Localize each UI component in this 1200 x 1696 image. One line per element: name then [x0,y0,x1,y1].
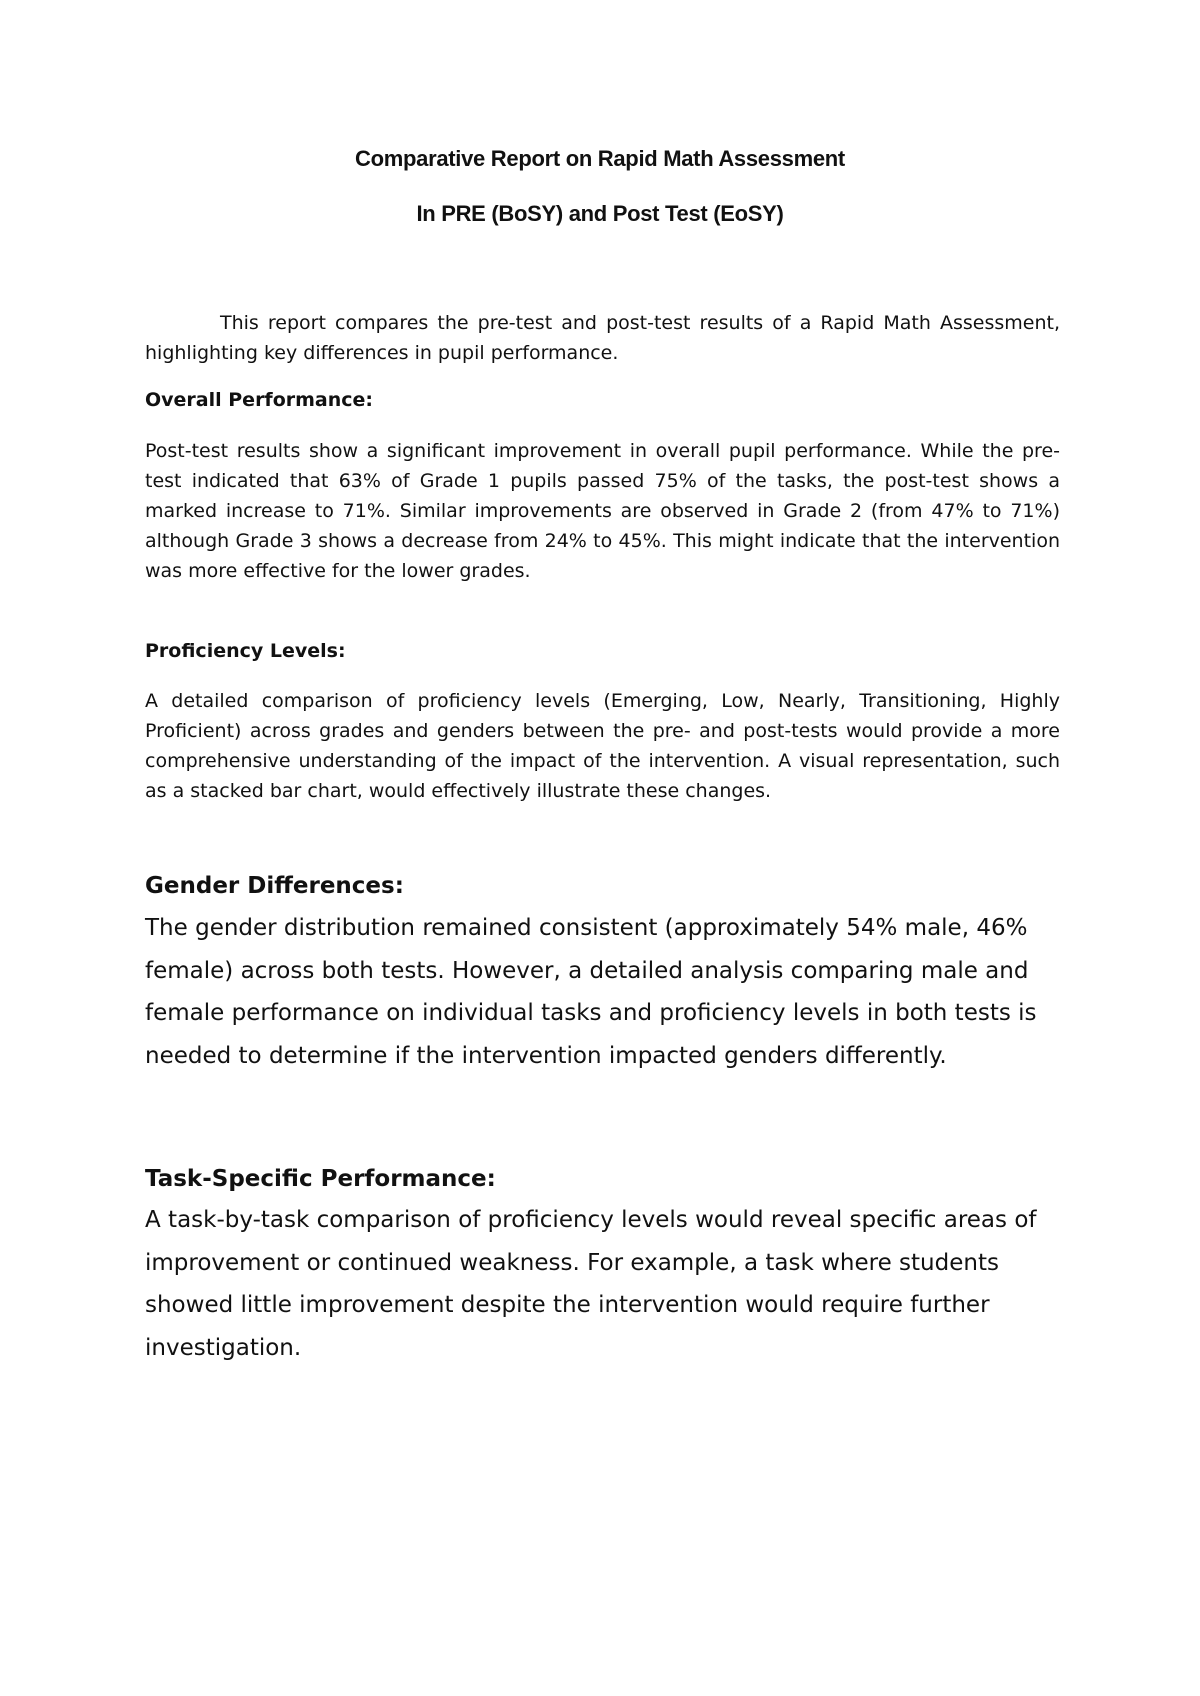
section-heading-proficiency-levels: Proficiency Levels: [145,640,346,662]
section-body-overall-performance: Post-test results show a significant improvement in overall pupil performance. While the pre-test indicated that 63% of Grade 1 pupils passed 75% of the tasks, the post-test shows a marked increase to 71%. Similar improvements are observed in Grade 2 (from 47% to 71%) although Grade 3 shows a decrease from 24% to 45%. This might indicate that the intervention was more effective for the lower grades. [145,440,1060,582]
section-heading-task-specific-performance: Task-Specific Performance: [145,1166,496,1192]
section-body-proficiency-levels: A detailed comparison of proficiency levels (Emerging, Low, Nearly, Transitioning, Highly Proficient) across grades and genders between the pre- and post-tests would provide a more comprehensive understanding of the impact of the intervention. A visual representation, such as a stacked bar chart, would effectively illustrate these changes. [145,690,1060,802]
document-subtitle: In PRE (BoSY) and Post Test (EoSY) [416,201,784,226]
section-body-task-specific-performance: A task-by-task comparison of proficiency levels would reveal specific areas of improvement or continued weakness. For example, a task where students showed little improvement despite the intervention would require further investigation. [145,1207,1037,1361]
section-heading-gender-differences: Gender Differences: [145,873,404,899]
section-heading-overall-performance: Overall Performance: [145,389,374,411]
section-body-gender-differences: The gender distribution remained consistent (approximately 54% male, 46% female) across both tests. However, a detailed analysis comparing male and female performance on individual tasks and proficiency levels in both tests is needed to determine if the intervention impacted genders differently. [145,915,1037,1069]
intro-paragraph: This report compares the pre-test and post-test results of a Rapid Math Assessment, highlighting key differences in pupil performance. [145,312,1060,364]
document-title: Comparative Report on Rapid Math Assessment [355,146,845,171]
